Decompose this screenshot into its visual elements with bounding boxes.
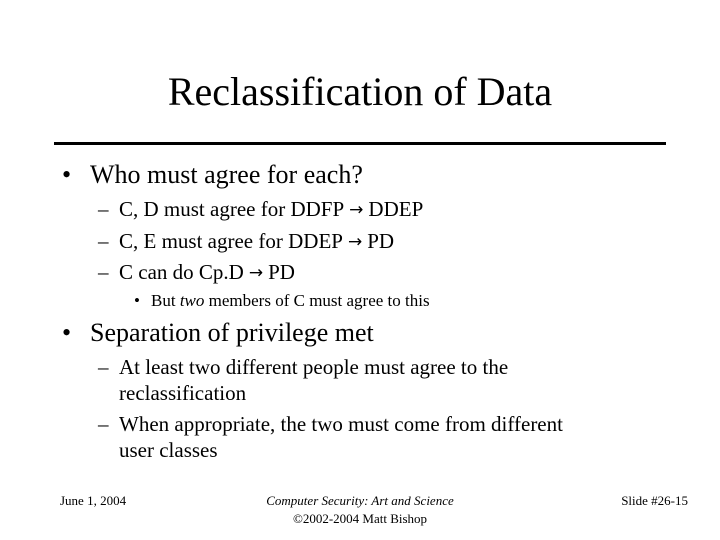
bullet-marker: • [62, 160, 72, 189]
title-divider [54, 142, 666, 145]
right-arrow-icon: → [248, 263, 264, 283]
footer-course: Computer Security: Art and Science [266, 493, 454, 508]
footer-date: June 1, 2004 [60, 493, 127, 508]
subitem-2-1-line2: reclassification [119, 381, 247, 405]
subitem-1-1-target: DDEP [368, 197, 424, 221]
right-arrow-icon: → [349, 200, 364, 220]
bullet-2-text: Separation of privilege met [90, 318, 374, 347]
note-text-before: But [151, 291, 180, 310]
subitem-1-2-text: C, E must agree for DDEP [119, 229, 343, 253]
bullet-marker: • [134, 291, 140, 310]
footer-copyright: ©2002-2004 Matt Bishop [292, 511, 428, 526]
dash-marker: – [98, 229, 109, 253]
bullet-1-text: Who must agree for each? [90, 160, 363, 189]
note-text-after: members of C must agree to this [204, 291, 430, 310]
bullet-marker: • [62, 318, 72, 347]
slide-title: Reclassification of Data [167, 69, 553, 114]
dash-marker: – [98, 260, 109, 284]
subitem-1-1-text: C, D must agree for DDFP [119, 197, 345, 221]
dash-marker: – [98, 355, 109, 379]
subitem-2-2-line1: When appropriate, the two must come from different [119, 412, 563, 436]
right-arrow-icon: → [347, 232, 363, 252]
subitem-1-3-text: C can do Cp.D [119, 260, 244, 284]
subitem-1-3-target: PD [268, 260, 295, 284]
note-emphasis: two [179, 291, 205, 310]
footer-center [200, 492, 520, 528]
subitem-1-2-target: PD [367, 229, 395, 253]
subitem-2-1-line1: At least two different people must agree to the [119, 355, 509, 379]
subitem-2-2-line2: user classes [119, 438, 218, 462]
dash-marker: – [98, 412, 109, 436]
footer-slide-number: Slide #26-15 [621, 493, 688, 508]
dash-marker: – [98, 197, 109, 221]
